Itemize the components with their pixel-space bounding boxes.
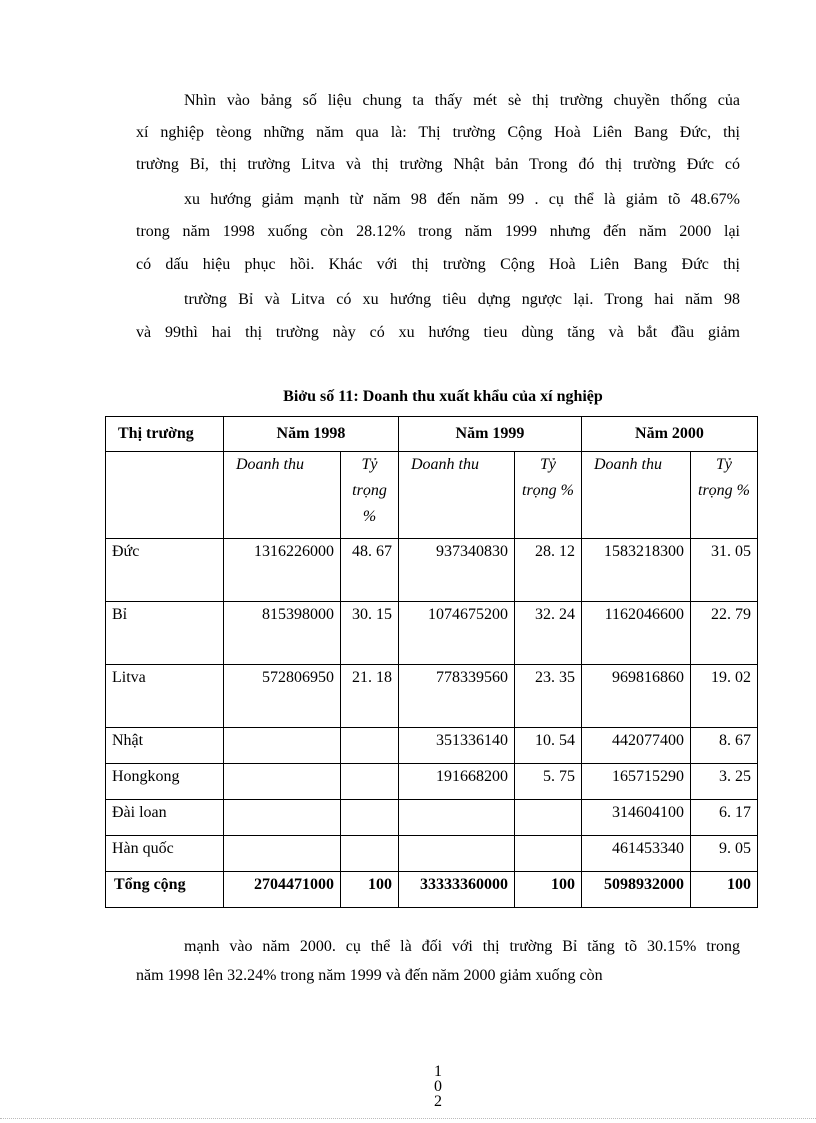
table-row [106, 728, 758, 764]
cell-revenue [224, 800, 341, 836]
paragraph-line: mạnh vào năm 2000. cụ thể là đối với thị trường Bỉ tăng tõ 30.15% trong [184, 938, 740, 955]
cell-share [515, 836, 582, 872]
cell-share: 32. 24 [515, 602, 582, 665]
subheader-revenue: Doanh thu [582, 452, 691, 539]
cell-revenue: 442077400 [582, 728, 691, 764]
cell-share [515, 800, 582, 836]
paragraph-line: xí nghiệp tèong những năm qua là: Thị trường Cộng Hoà Liên Bang Đức, thị [136, 124, 740, 141]
cell-revenue [399, 836, 515, 872]
cell-revenue [224, 764, 341, 800]
cell-total-revenue: 2704471000 [224, 872, 341, 908]
cell-share: 31. 05 [691, 539, 758, 602]
table-row [106, 539, 758, 602]
table-row [106, 800, 758, 836]
cell-market: Đài loan [106, 800, 224, 836]
cell-revenue: 314604100 [582, 800, 691, 836]
cell-share [341, 728, 399, 764]
cell-share [341, 836, 399, 872]
cell-total-revenue: 5098932000 [582, 872, 691, 908]
cell-share: 28. 12 [515, 539, 582, 602]
cell-share: 5. 75 [515, 764, 582, 800]
cell-share: 19. 02 [691, 665, 758, 728]
paragraph-line: Nhìn vào bảng số liệu chung ta thấy mét sè thị trường chuyền thống của [184, 92, 740, 109]
table-row [106, 764, 758, 800]
cell-share: 23. 35 [515, 665, 582, 728]
header-year: Năm 1999 [399, 417, 582, 452]
table-caption: Biởu số 11: Doanh thu xuất khẩu của xí nghiệp [283, 388, 603, 405]
cell-share: 21. 18 [341, 665, 399, 728]
cell-total-share: 100 [515, 872, 582, 908]
cell-total-revenue: 33333360000 [399, 872, 515, 908]
table-row [106, 665, 758, 728]
subheader-revenue: Doanh thu [399, 452, 515, 539]
cell-share: 8. 67 [691, 728, 758, 764]
cell-share [341, 764, 399, 800]
cell-total-share: 100 [341, 872, 399, 908]
cell-revenue: 572806950 [224, 665, 341, 728]
cell-market: Litva [106, 665, 224, 728]
paragraph-line: và 99thì hai thị trường này có xu hướng tieu dùng tăng và bắt đầu giảm [136, 324, 740, 341]
cell-revenue: 351336140 [399, 728, 515, 764]
revenue-table [105, 416, 758, 908]
cell-share: 6. 17 [691, 800, 758, 836]
cell-share: 30. 15 [341, 602, 399, 665]
page-number [420, 1064, 456, 1109]
cell-revenue: 461453340 [582, 836, 691, 872]
paragraph-line: trường Bỉ, thị trường Litva và thị trường Nhật bản Trong đó thị trường Đức có [136, 156, 740, 173]
cell-share: 22. 79 [691, 602, 758, 665]
paragraph-line: có dấu hiệu phục hồi. Khác với thị trường Cộng Hoà Liên Bang Đức thị [136, 256, 740, 273]
subheader-share: Tỷ trọng % [515, 452, 582, 539]
page-number-digit: 1 [434, 1063, 442, 1080]
table-total-row [106, 872, 758, 908]
cell-revenue: 815398000 [224, 602, 341, 665]
cell-revenue: 778339560 [399, 665, 515, 728]
cell-market: Nhật [106, 728, 224, 764]
subheader-share: Tỷ trọng % [341, 452, 399, 539]
cell-share: 9. 05 [691, 836, 758, 872]
cell-share: 3. 25 [691, 764, 758, 800]
table-subheader-row [106, 452, 758, 539]
header-year: Năm 1998 [224, 417, 399, 452]
subheader-share: Tỷ trọng % [691, 452, 758, 539]
cell-share [341, 800, 399, 836]
cell-market: Bỉ [106, 602, 224, 665]
cell-revenue [224, 836, 341, 872]
cell-revenue: 191668200 [399, 764, 515, 800]
paragraph-line: trường Bỉ và Litva có xu hướng tiêu dựng ngược lại. Trong hai năm 98 [184, 291, 740, 308]
cell-revenue: 1162046600 [582, 602, 691, 665]
page-number-digit: 0 [434, 1078, 442, 1095]
cell-share: 10. 54 [515, 728, 582, 764]
cell-total-label: Tổng cộng [106, 872, 224, 908]
cell-revenue: 969816860 [582, 665, 691, 728]
cell-market: Đức [106, 539, 224, 602]
cell-revenue [224, 728, 341, 764]
cell-total-share: 100 [691, 872, 758, 908]
cell-market: Hongkong [106, 764, 224, 800]
table-row [106, 836, 758, 872]
cell-revenue: 1316226000 [224, 539, 341, 602]
cell-revenue: 1583218300 [582, 539, 691, 602]
paragraph-line: năm 1998 lên 32.24% trong năm 1999 và đến năm 2000 giảm xuống còn [136, 967, 603, 984]
subheader-empty [106, 452, 224, 539]
subheader-revenue: Doanh thu [224, 452, 341, 539]
paragraph-line: xu hướng giảm mạnh từ năm 98 đến năm 99 . cụ thể là giảm tõ 48.67% [184, 191, 740, 208]
table-header-row [106, 417, 758, 452]
cell-revenue: 937340830 [399, 539, 515, 602]
header-year: Năm 2000 [582, 417, 758, 452]
cell-revenue [399, 800, 515, 836]
header-market: Thị trường [106, 417, 224, 452]
page-number-digit: 2 [434, 1093, 442, 1110]
table-row [106, 602, 758, 665]
cell-market: Hàn quốc [106, 836, 224, 872]
paragraph-line: trong năm 1998 xuống còn 28.12% trong năm 1999 nhưng đến năm 2000 lại [136, 223, 740, 240]
cell-revenue: 165715290 [582, 764, 691, 800]
cell-revenue: 1074675200 [399, 602, 515, 665]
page-bottom-divider [0, 1118, 816, 1119]
cell-share: 48. 67 [341, 539, 399, 602]
